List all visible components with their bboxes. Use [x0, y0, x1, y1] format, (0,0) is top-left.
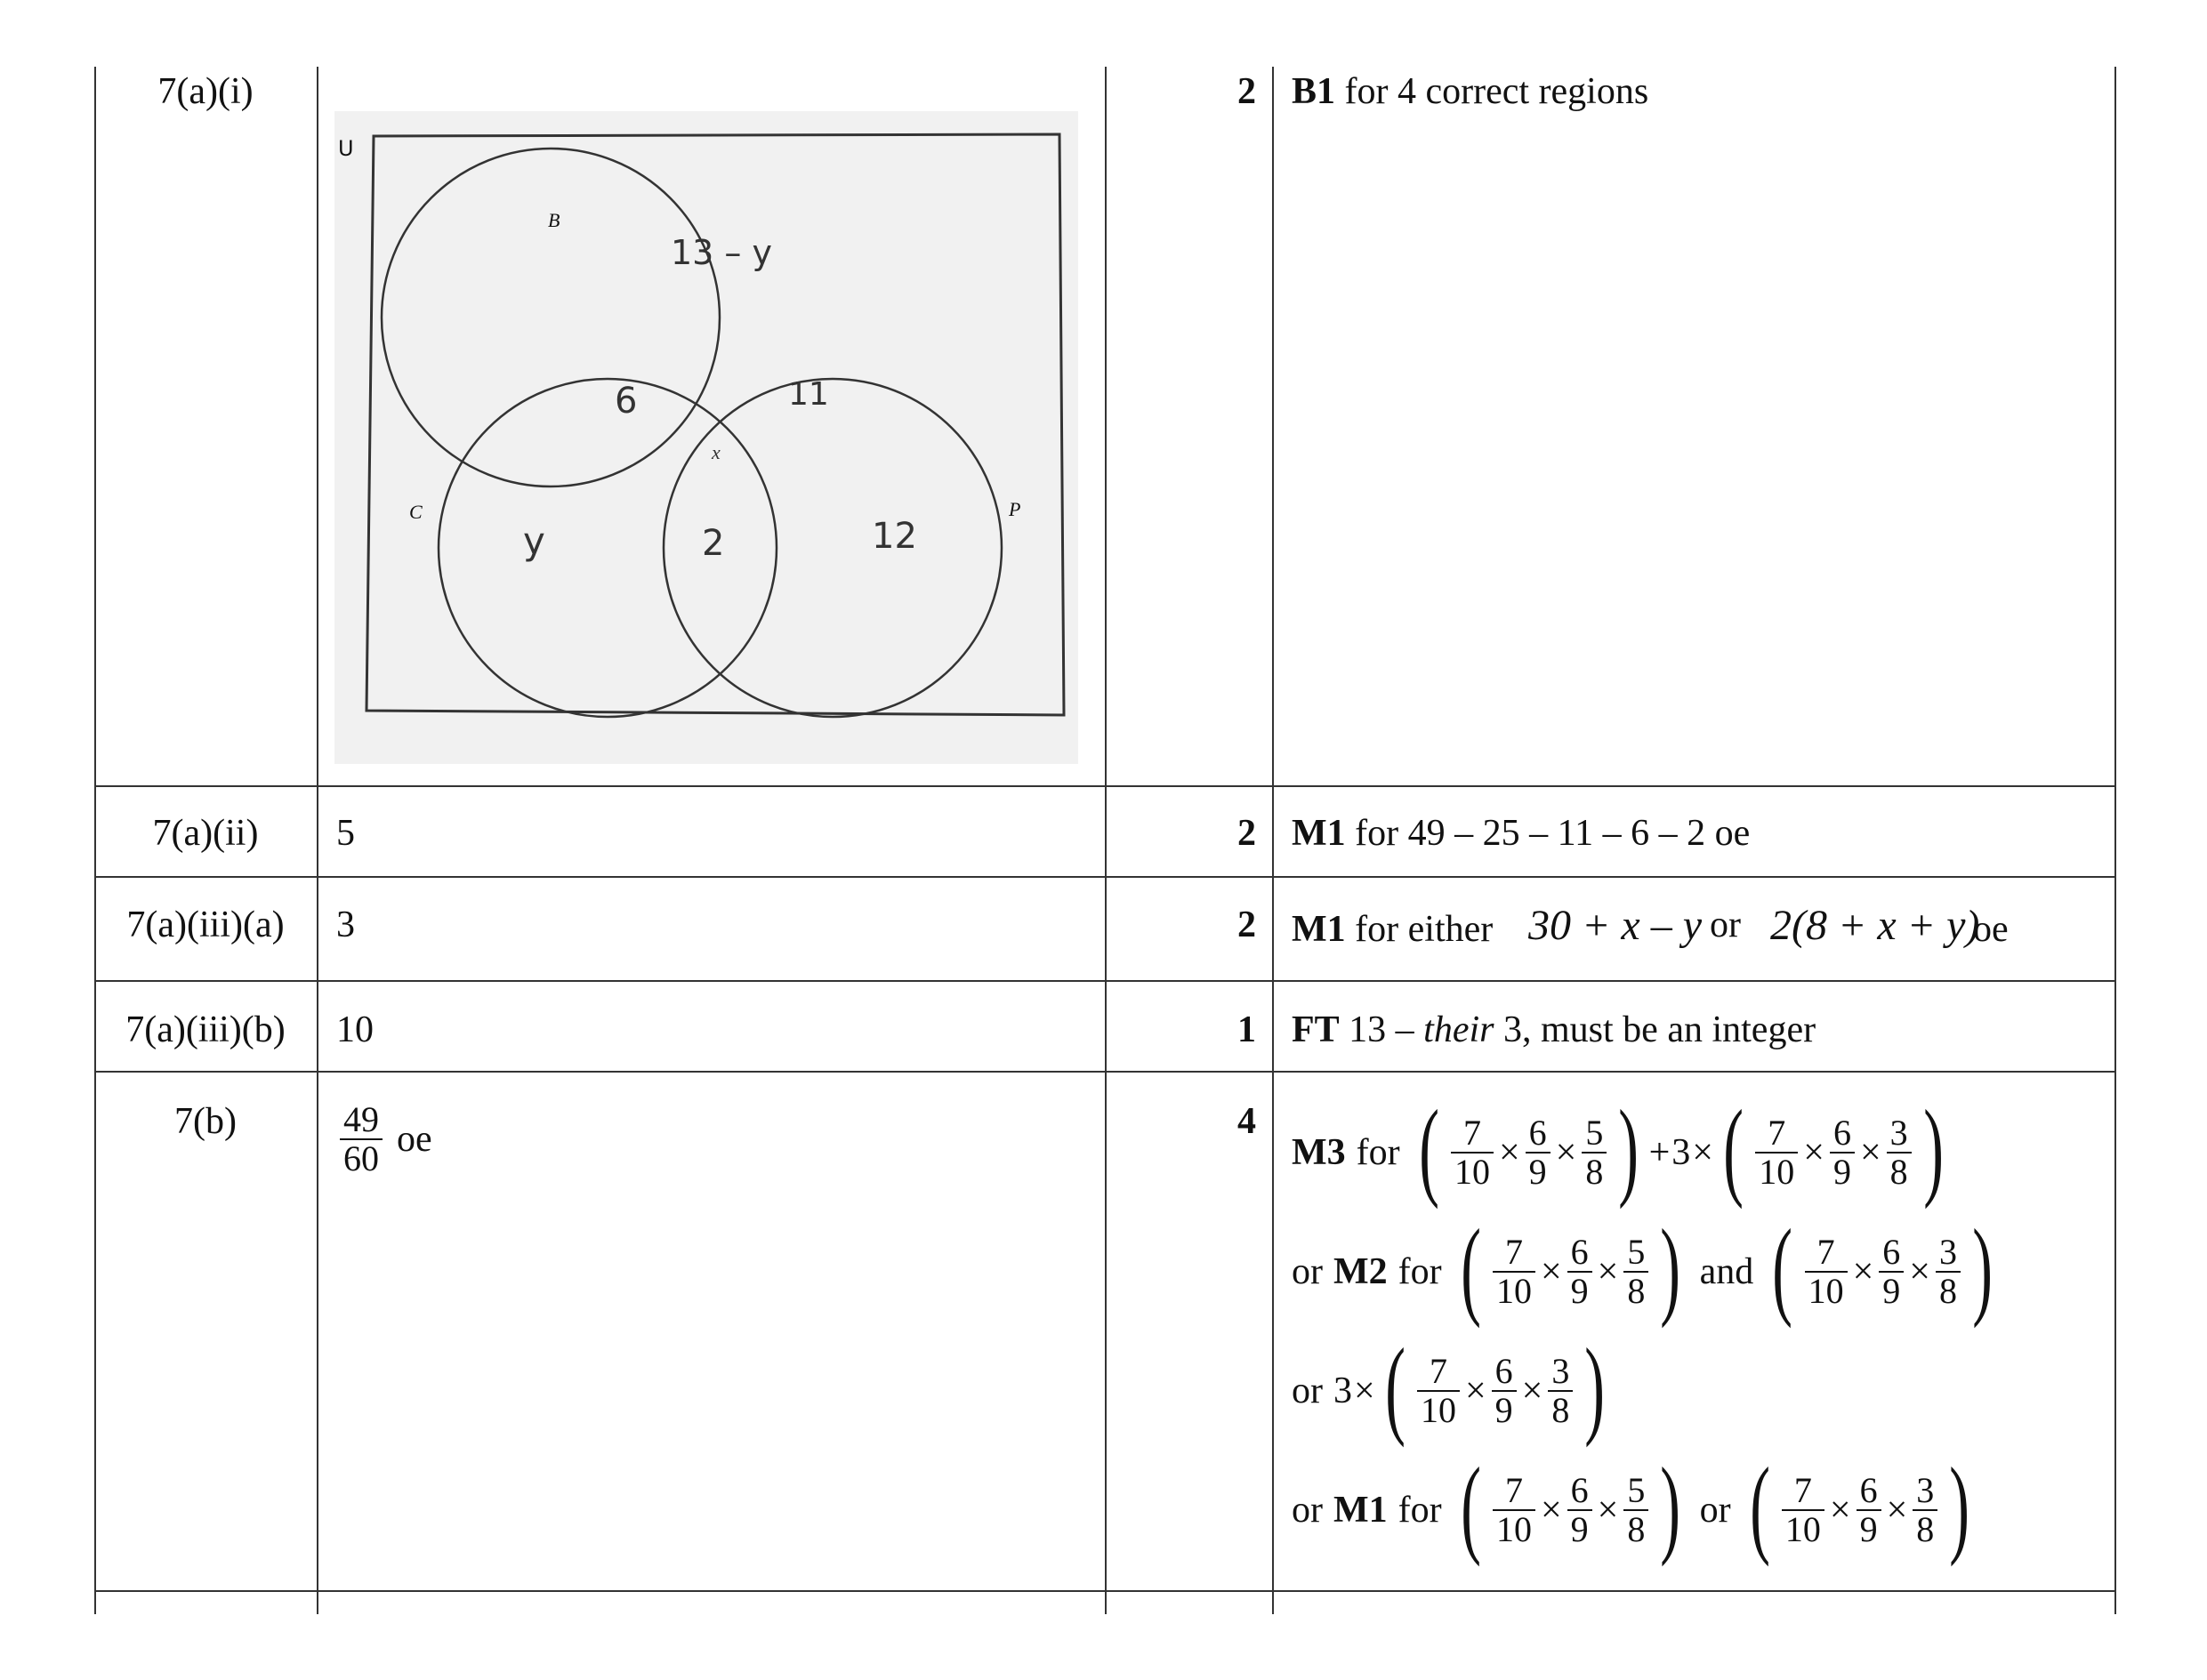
times-sign: × [1464, 1371, 1486, 1411]
fraction: $\frac{7}{10}$ [1805, 1234, 1848, 1310]
answer [336, 1101, 432, 1178]
times-sign: × [1692, 1132, 1713, 1173]
guidance [1292, 1011, 1816, 1049]
marks: 2 [1237, 904, 1256, 945]
times-sign: × [1803, 1132, 1824, 1173]
column-divider-1 [317, 67, 318, 1614]
marks: 2 [1237, 813, 1256, 854]
right-paren: ) [1584, 1326, 1606, 1448]
fraction: $\frac{3}{8}$ [1913, 1472, 1937, 1548]
guidance-line-alt [1292, 1326, 1614, 1448]
for-word: for [1356, 1132, 1400, 1173]
expression-2: 2(8 + x + y) [1770, 902, 1980, 949]
row-divider-1 [94, 785, 2116, 787]
region-b-c-p: x [712, 441, 721, 463]
row-divider-5 [94, 1590, 2116, 1592]
oe-suffix: oe [1973, 909, 2009, 950]
expression-1: 30 + x – y [1528, 902, 1702, 949]
fraction: $\frac{7}{10}$ [1417, 1353, 1460, 1429]
region-b-p: 11 [788, 376, 829, 413]
for-word: for [1397, 1490, 1442, 1531]
right-paren: ) [1949, 1445, 1970, 1567]
marks: 2 [1237, 71, 1256, 112]
fraction: $\frac{5}{8}$ [1623, 1472, 1648, 1548]
fraction: $\frac{6}{9}$ [1857, 1472, 1881, 1548]
fraction: $\frac{5}{8}$ [1623, 1234, 1648, 1310]
fraction: $\frac{3}{8}$ [1887, 1114, 1912, 1191]
or-word: or [1292, 1251, 1323, 1292]
fraction: $\frac{6}{9}$ [1879, 1234, 1904, 1310]
times-sign: × [1354, 1371, 1375, 1411]
region-c-only: y [523, 519, 545, 563]
fraction: $\frac{6}{9}$ [1492, 1353, 1517, 1429]
times-sign: × [1540, 1251, 1562, 1292]
coefficient: 3 [1671, 1132, 1691, 1173]
times-sign: × [1521, 1371, 1543, 1411]
times-sign: × [1886, 1490, 1908, 1531]
times-sign: × [1555, 1132, 1577, 1173]
fraction: $\frac{6}{9}$ [1567, 1234, 1592, 1310]
plus-sign: + [1648, 1132, 1671, 1173]
fraction: $\frac{6}{9}$ [1526, 1114, 1551, 1191]
denominator: 60 [340, 1138, 383, 1178]
and-word: and [1699, 1251, 1754, 1292]
universal-set-rectangle [366, 134, 1064, 715]
numerator: 49 [343, 1099, 379, 1139]
left-paren: ( [1749, 1445, 1770, 1567]
mark-code: B1 [1292, 71, 1336, 112]
fraction: $\frac{3}{8}$ [1548, 1353, 1573, 1429]
or-word: or [1699, 1490, 1731, 1531]
fraction: $\frac{5}{8}$ [1582, 1114, 1607, 1191]
row-divider-4 [94, 1071, 2116, 1073]
mark-code: M1 [1292, 909, 1346, 950]
venn-diagram [334, 111, 1078, 764]
fraction: $\frac{7}{10}$ [1493, 1234, 1535, 1310]
question-number: 7(a)(ii) [152, 813, 259, 854]
coefficient: 3 [1333, 1371, 1352, 1411]
guidance [1292, 815, 1750, 852]
right-paren: ) [1660, 1445, 1681, 1567]
or-word: or [1292, 1371, 1323, 1411]
guidance [1292, 911, 1493, 948]
row-divider-3 [94, 980, 2116, 982]
fraction: $\frac{3}{8}$ [1936, 1234, 1961, 1310]
row-divider-2 [94, 876, 2116, 878]
fraction: $\frac{6}{9}$ [1567, 1472, 1592, 1548]
marks: 4 [1237, 1101, 1256, 1142]
region-b-only: 13 – y [671, 233, 772, 272]
mark-code: FT [1292, 1009, 1340, 1050]
set-b-label: B [548, 209, 560, 231]
set-c-circle [439, 379, 777, 717]
answer: 5 [336, 813, 355, 854]
column-divider-3 [1272, 67, 1274, 1614]
guidance-text: for 49 – 25 – 11 – 6 – 2 oe [1345, 813, 1751, 854]
answer-fraction [340, 1101, 383, 1178]
times-sign: × [1498, 1132, 1520, 1173]
guidance-text: for either [1345, 909, 1494, 950]
oe-suffix: oe [397, 1119, 432, 1160]
answer: 3 [336, 904, 355, 945]
universal-set-label: U [338, 136, 354, 161]
right-paren: ) [1660, 1207, 1681, 1329]
times-sign: × [1597, 1251, 1619, 1292]
marks: 1 [1237, 1009, 1256, 1050]
left-paren: ( [1772, 1207, 1793, 1329]
guidance-text: for 4 correct regions [1335, 71, 1649, 112]
question-number: 7(a)(i) [157, 71, 254, 112]
fraction: $\frac{7}{10}$ [1755, 1114, 1798, 1191]
or-word: or [1292, 1490, 1323, 1531]
guidance [1292, 73, 1648, 110]
region-b-c: 6 [615, 381, 638, 422]
set-p-label: P [1009, 498, 1021, 520]
mark-code: M3 [1292, 1132, 1346, 1173]
fraction: $\frac{7}{10}$ [1493, 1472, 1535, 1548]
left-paren: ( [1460, 1207, 1481, 1329]
times-sign: × [1859, 1132, 1881, 1173]
mark-code: M1 [1333, 1490, 1388, 1531]
region-p-only: 12 [872, 516, 917, 557]
set-c-label: C [409, 501, 423, 523]
guidance-line-m2 [1292, 1207, 2001, 1329]
guidance-their: their [1423, 1009, 1494, 1050]
question-number: 7(a)(iii)(b) [125, 1009, 286, 1050]
guidance-line-m1 [1292, 1445, 1978, 1567]
left-paren: ( [1723, 1088, 1744, 1210]
times-sign: × [1597, 1490, 1619, 1531]
left-paren: ( [1460, 1445, 1481, 1567]
fraction: $\frac{7}{10}$ [1782, 1472, 1824, 1548]
times-sign: × [1540, 1490, 1562, 1531]
table-border-right [2114, 67, 2116, 1614]
fraction: $\frac{6}{9}$ [1830, 1114, 1855, 1191]
guidance-line-m3 [1292, 1088, 1952, 1210]
answer: 10 [336, 1009, 374, 1050]
set-b-circle [382, 149, 720, 486]
region-c-p: 2 [702, 523, 725, 564]
left-paren: ( [1418, 1088, 1439, 1210]
mark-code: M1 [1292, 813, 1346, 854]
guidance-text: 13 – [1339, 1009, 1424, 1050]
for-word: for [1397, 1251, 1442, 1292]
question-number: 7(a)(iii)(a) [126, 904, 285, 945]
left-paren: ( [1384, 1326, 1406, 1448]
or-word: or [1710, 904, 1741, 945]
times-sign: × [1909, 1251, 1930, 1292]
times-sign: × [1829, 1490, 1851, 1531]
fraction: $\frac{7}{10}$ [1451, 1114, 1494, 1191]
venn-diagram-svg [334, 111, 1078, 764]
mark-code: M2 [1333, 1251, 1388, 1292]
guidance-text: 3, must be an integer [1494, 1009, 1816, 1050]
right-paren: ) [1922, 1088, 1944, 1210]
times-sign: × [1852, 1251, 1874, 1292]
right-paren: ) [1618, 1088, 1639, 1210]
right-paren: ) [1972, 1207, 1993, 1329]
question-number: 7(b) [174, 1101, 237, 1142]
